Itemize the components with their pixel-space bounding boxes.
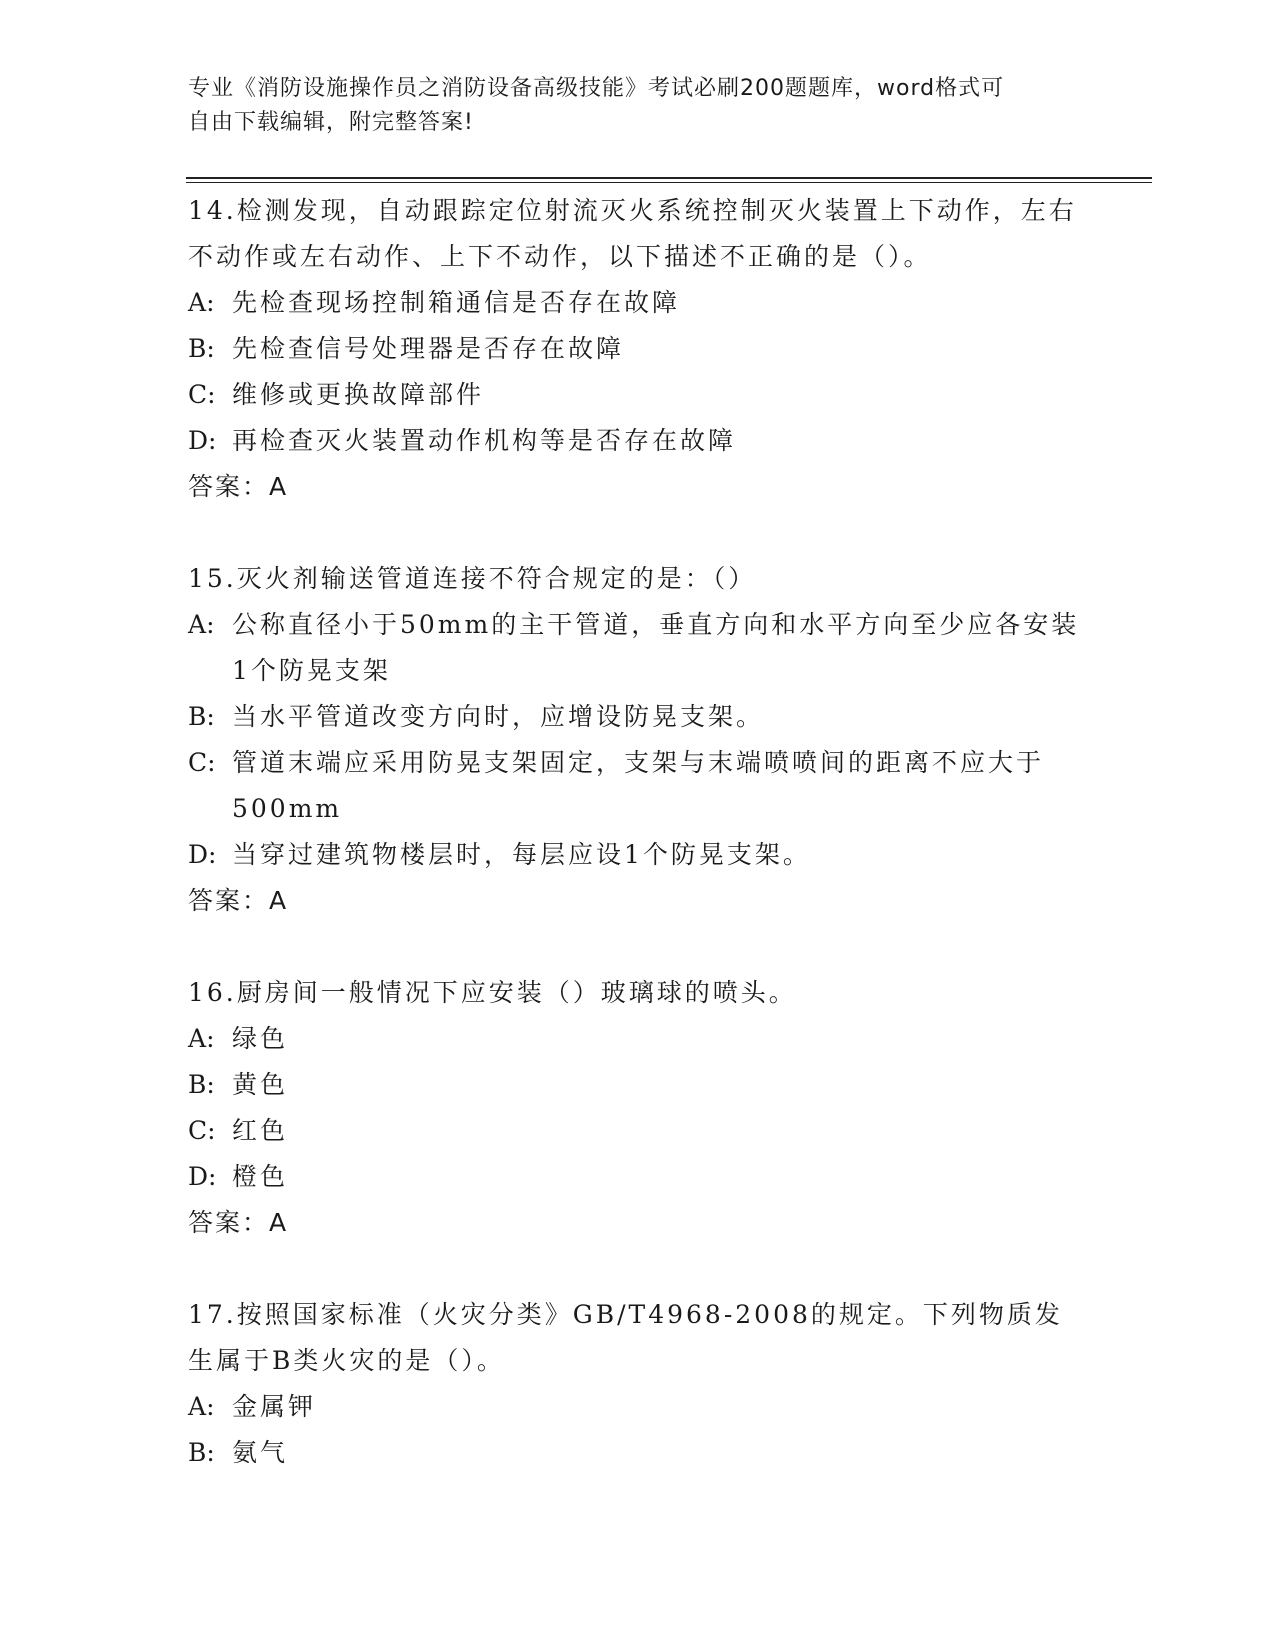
answer-line bbox=[188, 1200, 1088, 1246]
option-text: 维修或更换故障部件 bbox=[232, 380, 485, 409]
option-text: 氨气 bbox=[232, 1438, 289, 1467]
option-letter: C : bbox=[188, 1108, 232, 1154]
document-header bbox=[188, 72, 1068, 140]
question-number: 14. bbox=[188, 196, 237, 225]
option-b bbox=[188, 326, 1088, 372]
question-stem: 检测发现，自动跟踪定位射流灭火系统控制灭火装置上下动作，左右不动作或左右动作、上下不动作，以下描述不正确的是（）。 bbox=[188, 196, 1077, 271]
option-text: 管道末端应采用防晃支架固定，支架与末端喷喷间的距离不应大于500mm bbox=[232, 748, 1045, 823]
option-b bbox=[188, 1430, 1088, 1476]
option-text: 先检查现场控制箱通信是否存在故障 bbox=[232, 288, 681, 317]
option-letter: A : bbox=[188, 1016, 232, 1062]
option-text: 当水平管道改变方向时，应增设防晃支架。 bbox=[232, 702, 765, 731]
option-a bbox=[188, 602, 1088, 694]
option-text: 橙色 bbox=[232, 1162, 289, 1191]
option-letter: B : bbox=[188, 1430, 232, 1476]
option-d bbox=[188, 418, 1088, 464]
option-text: 黄色 bbox=[232, 1070, 289, 1099]
question-number: 15. bbox=[188, 564, 237, 593]
question-text bbox=[188, 1292, 1088, 1384]
answer-label: 答案： bbox=[188, 472, 270, 501]
option-c bbox=[188, 1108, 1088, 1154]
option-text: 绿色 bbox=[232, 1024, 289, 1053]
option-text: 金属钾 bbox=[232, 1392, 317, 1421]
question-list bbox=[188, 188, 1088, 1522]
answer-label: 答案： bbox=[188, 886, 270, 915]
option-a bbox=[188, 1384, 1088, 1430]
answer-line bbox=[188, 464, 1088, 510]
option-letter: B : bbox=[188, 694, 232, 740]
header-line-1: 专业《消防设施操作员之消防设备高级技能》考试必刷200题题库，word格式可 bbox=[188, 76, 1005, 101]
question-14 bbox=[188, 188, 1088, 510]
question-stem: 按照国家标准（火灾分类》GB/T4968-2008的规定。下列物质发生属于B类火灾的是（）。 bbox=[188, 1300, 1063, 1375]
option-letter: A : bbox=[188, 280, 232, 326]
option-letter: B : bbox=[188, 1062, 232, 1108]
option-letter: D : bbox=[188, 832, 232, 878]
question-text bbox=[188, 188, 1088, 280]
option-letter: D : bbox=[188, 418, 232, 464]
question-stem: 灭火剂输送管道连接不符合规定的是：（） bbox=[236, 564, 757, 593]
option-text: 当穿过建筑物楼层时，每层应设1个防晃支架。 bbox=[232, 840, 811, 869]
option-a bbox=[188, 280, 1088, 326]
question-15 bbox=[188, 556, 1088, 924]
question-number: 17. bbox=[188, 1300, 237, 1329]
header-divider-thin bbox=[186, 182, 1152, 183]
header-line-2: 自由下载编辑，附完整答案! bbox=[188, 110, 474, 135]
option-letter: C : bbox=[188, 740, 232, 832]
question-stem: 厨房间一般情况下应安装（）玻璃球的喷头。 bbox=[236, 978, 797, 1007]
option-b bbox=[188, 1062, 1088, 1108]
question-text bbox=[188, 556, 1088, 602]
option-text: 公称直径小于50mm的主干管道，垂直方向和水平方向至少应各安装1个防晃支架 bbox=[232, 610, 1080, 685]
option-c bbox=[188, 740, 1088, 832]
question-text bbox=[188, 970, 1088, 1016]
option-d bbox=[188, 832, 1088, 878]
option-letter: A : bbox=[188, 602, 232, 694]
answer-value: A bbox=[269, 886, 289, 915]
option-letter: B : bbox=[188, 326, 232, 372]
header-divider-thick bbox=[186, 177, 1152, 179]
answer-label: 答案： bbox=[188, 1208, 270, 1237]
option-c bbox=[188, 372, 1088, 418]
option-text: 再检查灭火装置动作机构等是否存在故障 bbox=[232, 426, 737, 455]
answer-line bbox=[188, 878, 1088, 924]
option-text: 先检查信号处理器是否存在故障 bbox=[232, 334, 625, 363]
option-text: 红色 bbox=[232, 1116, 289, 1145]
option-letter: C : bbox=[188, 372, 232, 418]
question-number: 16. bbox=[188, 978, 237, 1007]
option-a bbox=[188, 1016, 1088, 1062]
question-17 bbox=[188, 1292, 1088, 1476]
answer-value: A bbox=[269, 1208, 289, 1237]
option-letter: A : bbox=[188, 1384, 232, 1430]
question-16 bbox=[188, 970, 1088, 1246]
answer-value: A bbox=[269, 472, 289, 501]
option-d bbox=[188, 1154, 1088, 1200]
option-letter: D : bbox=[188, 1154, 232, 1200]
option-b bbox=[188, 694, 1088, 740]
